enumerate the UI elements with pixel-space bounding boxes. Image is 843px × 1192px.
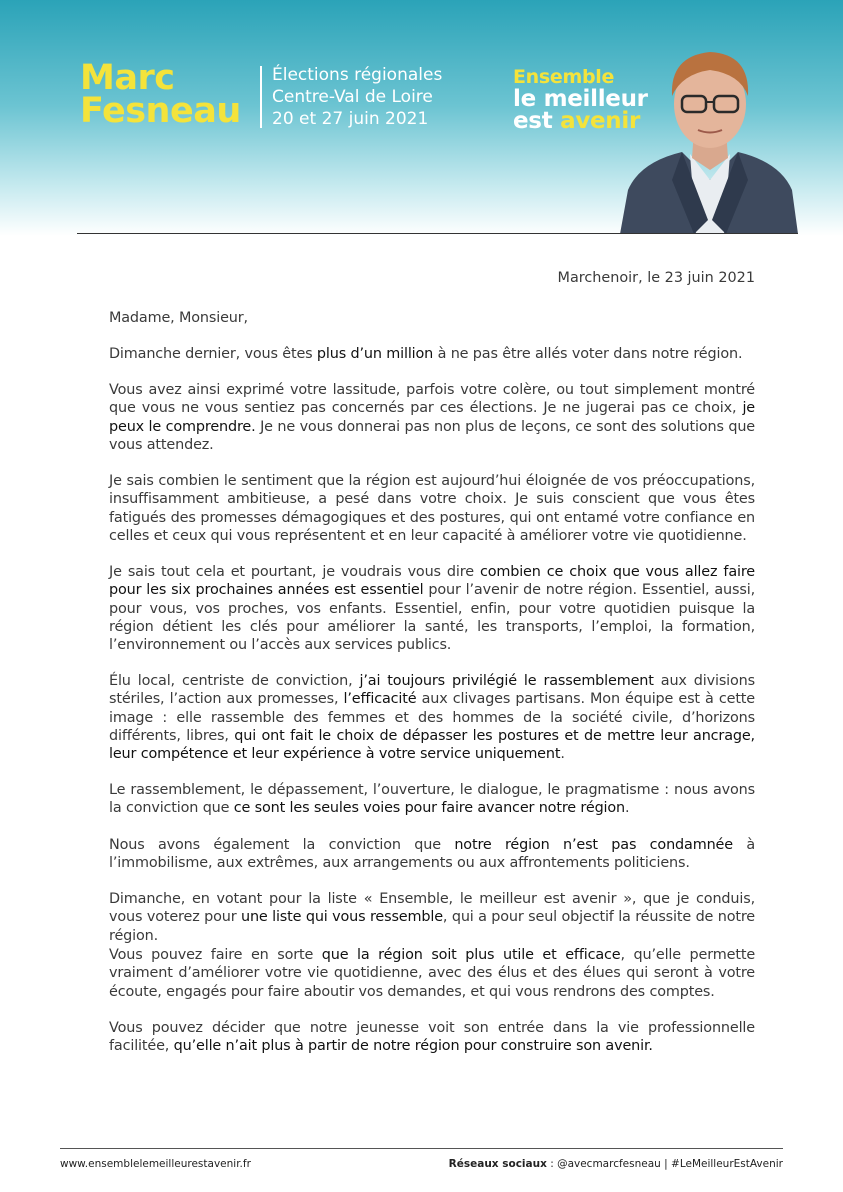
paragraph-4 xyxy=(109,563,755,654)
paragraph-5 xyxy=(109,672,755,763)
footer-social xyxy=(449,1158,783,1170)
paragraph-3 xyxy=(109,472,755,545)
letter-date: Marchenoir, le 23 juin 2021 xyxy=(557,270,755,286)
emphasized-text: qu’elle n’ait plus à partir de notre région pour construire son avenir. xyxy=(173,1038,653,1055)
body-text: Élu local, centriste de conviction, xyxy=(109,673,360,689)
emphasized-text: combien ce choix que vous allez faire pour les six prochaines années est essentiel xyxy=(109,564,755,599)
body-text: Dimanche, en votant pour la liste « Ensemble, le meilleur est avenir », que je conduis, vous voterez pour xyxy=(109,891,755,926)
emphasized-text: l’efficacité xyxy=(343,691,417,708)
candidate-name xyxy=(80,58,241,131)
header-rule xyxy=(77,233,798,234)
body-text: aux clivages partisans. Mon équipe est à cette image : elle rassemble des femmes et des hommes de la société civile, d’horizons différents, libres, xyxy=(109,691,756,744)
letter-salutation: Madame, Monsieur, xyxy=(109,310,248,326)
election-type: Élections régionales xyxy=(272,65,443,85)
body-text: Dimanche dernier, vous êtes xyxy=(109,346,317,362)
emphasized-text: je peux le comprendre. xyxy=(109,400,755,435)
candidate-last-name: Fesneau xyxy=(80,91,241,131)
slogan-line-3-b: avenir xyxy=(560,108,641,134)
header-divider xyxy=(260,66,262,128)
body-text: Je ne vous donnerai pas non plus de leçons, ce sont des solutions que vous attendez. xyxy=(109,418,755,453)
paragraph-2 xyxy=(109,381,755,454)
body-text: Vous pouvez décider que notre jeunesse voit son entrée dans la vie professionnelle facilitée, xyxy=(109,1020,755,1055)
paragraph-7 xyxy=(109,836,755,873)
body-text: Vous avez ainsi exprimé votre lassitude, parfois votre colère, ou tout simplement montré que vous ne vous sentiez pas concernés par ces élections. Je ne jugerai pas ce choix, xyxy=(109,382,755,417)
paragraph-6 xyxy=(109,781,755,818)
emphasized-text: que la région soit plus utile et efficace xyxy=(321,947,621,963)
footer-website-link[interactable]: www.ensemblelemeilleurestavenir.fr xyxy=(60,1158,251,1170)
emphasized-text: j’ai toujours privilégié le rassemblement xyxy=(359,673,654,689)
body-text: Le rassemblement, le dépassement, l’ouverture, le dialogue, le pragmatisme : nous avons la conviction que xyxy=(109,782,755,817)
paragraph-10 xyxy=(109,1019,755,1056)
body-text: à l’immobilisme, aux extrêmes, aux arrangements ou aux affrontements politiciens. xyxy=(109,837,756,872)
candidate-portrait xyxy=(620,30,798,234)
body-text: pour l’avenir de notre région. Essentiel, aussi, pour vous, vos proches, vos enfants. Essentiel, enfin, pour votre quotidien puisque la région détient les clés pour améliorer la santé, les transports, l’emploi, la formation, l’environnement ou l’accès aux services publics. xyxy=(109,582,755,654)
body-text: . xyxy=(625,800,630,817)
body-text: . xyxy=(560,746,565,763)
social-label: Réseaux sociaux xyxy=(448,1158,547,1170)
paragraph-9 xyxy=(109,946,755,1001)
emphasized-text: notre région n’est pas condamnée xyxy=(454,837,733,853)
election-dates: 20 et 27 juin 2021 xyxy=(272,109,429,129)
body-text: aux divisions stériles, l’action aux promesses, xyxy=(109,673,755,708)
paragraph-8 xyxy=(109,890,755,945)
election-info xyxy=(272,64,442,130)
body-text: Vous pouvez faire en sorte xyxy=(109,947,322,963)
social-handles: : @avecmarcfesneau | #LeMeilleurEstAvenir xyxy=(546,1158,783,1170)
footer-rule xyxy=(60,1148,783,1149)
paragraph-1 xyxy=(109,345,755,363)
body-text: Nous avons également la conviction que xyxy=(109,837,455,853)
body-text: à ne pas être allés voter dans notre région. xyxy=(433,346,743,362)
emphasized-text: qui ont fait le choix de dépasser les postures et de mettre leur ancrage, leur compétence et leur expérience à votre service uniquement xyxy=(109,727,755,763)
emphasized-text: ce sont les seules voies pour faire avancer notre région xyxy=(233,800,626,817)
election-region: Centre-Val de Loire xyxy=(272,87,433,107)
slogan-line-2: le meilleur xyxy=(513,86,648,112)
emphasized-text: une liste qui vous ressemble xyxy=(240,909,443,926)
slogan-line-3-a: est xyxy=(513,108,561,134)
body-text: , qui a pour seul objectif la réussite de notre région. xyxy=(109,909,756,944)
candidate-first-name: Marc xyxy=(80,58,175,98)
emphasized-text: plus d’un million xyxy=(316,346,434,362)
body-text: , qu’elle permette vraiment d’améliorer votre vie quotidienne, avec des élus et des élues qui seront à votre écoute, engagés pour faire aboutir vos demandes, et qui vous rendrons des comptes. xyxy=(109,947,756,1000)
body-text: Je sais combien le sentiment que la région est aujourd’hui éloignée de vos préoccupations, insuffisamment ambitieuse, a pesé dans votre choix. Je suis conscient que vous êtes fatigués des promesses démagogiques et des postures, qui ont entamé votre confiance en celles et ceux qui vous représentent et en leur capacité à améliorer votre vie quotidienne. xyxy=(109,473,755,544)
body-text: Je sais tout cela et pourtant, je voudrais vous dire xyxy=(109,564,480,580)
slogan-line-1: Ensemble xyxy=(513,66,615,88)
